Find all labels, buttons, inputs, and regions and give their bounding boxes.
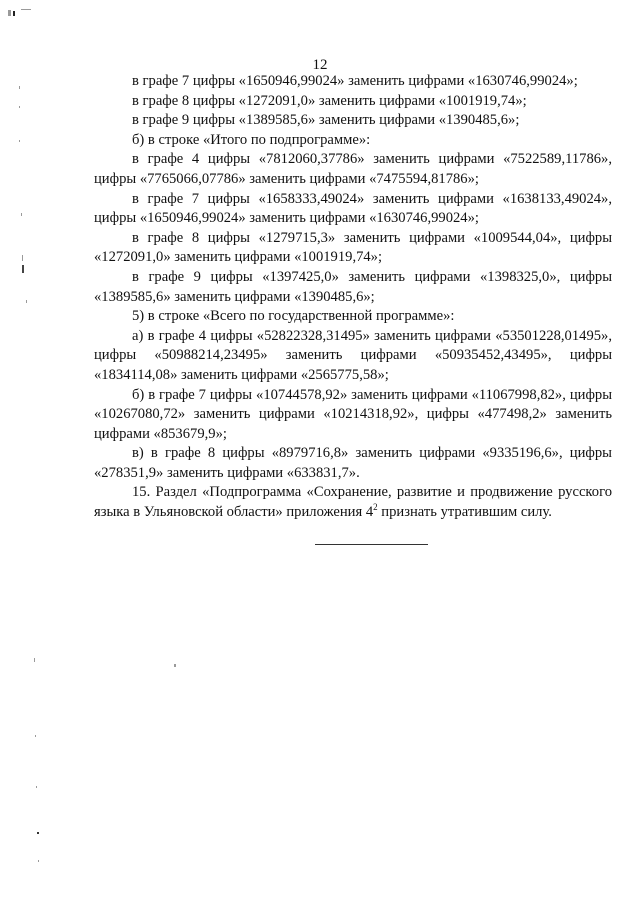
scan-speck (19, 86, 20, 89)
paragraph: б) в строке «Итого по подпрограмме»: (132, 131, 371, 148)
final-paragraph-text: 15. Раздел «Подпрограмма «Сохранение, развитие и продвижение русского языка в Ульяновской области» приложения 4 (94, 484, 612, 521)
superscript: 2 (373, 502, 378, 513)
scan-speck (36, 786, 37, 788)
scan-speck (13, 11, 15, 16)
separator-line (315, 544, 428, 545)
scan-speck (38, 860, 39, 862)
final-paragraph-tail: признать утратившим силу. (377, 504, 552, 521)
scan-speck (37, 832, 39, 834)
scan-speck (22, 265, 24, 273)
paragraph: 5) в строке «Всего по государственной программе»: (132, 308, 455, 325)
paragraph: в графе 8 цифры «1272091,0» заменить цифрами «1001919,74»; (132, 92, 527, 109)
paragraph: в графе 7 цифры «1658333,49024» заменить цифрами «1638133,49024», цифры «1650946,99024» заменить цифрами «1630746,99024»; (94, 190, 612, 227)
scan-speck (26, 300, 27, 303)
paragraph: в графе 9 цифры «1389585,6» заменить цифрами «1390485,6»; (132, 112, 520, 129)
paragraph: в графе 4 цифры «7812060,37786» заменить цифрами «7522589,11786», цифры «7765066,07786» заменить цифрами «7475594,81786»; (94, 151, 612, 187)
scan-speck (19, 140, 20, 142)
scan-speck (34, 658, 35, 662)
document-body (94, 72, 612, 523)
scan-speck (35, 735, 36, 737)
paragraph: б) в графе 7 цифры «10744578,92» заменить цифрами «11067998,82», цифры «10267080,72» заменить цифрами «10214318,92», цифры «477498,2» заменить цифрами «853679,9»; (94, 386, 612, 442)
paragraph: а) в графе 4 цифры «52822328,31495» заменить цифрами «53501228,01495», цифры «50988214,23495» заменить цифрами «50935452,43495», цифры «1834114,08» заменить цифрами «2565775,58»; (94, 327, 612, 383)
paragraph: в графе 8 цифры «1279715,3» заменить цифрами «1009544,04», цифры «1272091,0» заменить цифрами «1001919,74»; (94, 229, 612, 266)
final-paragraph (94, 483, 612, 522)
scan-speck (22, 255, 23, 261)
paragraph: в графе 9 цифры «1397425,0» заменить цифрами «1398325,0», цифры «1389585,6» заменить цифрами «1390485,6»; (94, 268, 612, 305)
scan-speck (19, 106, 20, 108)
scan-speck (21, 213, 22, 216)
page-number: 12 (312, 57, 328, 73)
scan-speck (21, 9, 31, 10)
paragraph: в) в графе 8 цифры «8979716,8» заменить цифрами «9335196,6», цифры «278351,9» заменить цифрами «633831,7». (94, 445, 612, 481)
scan-speck (174, 664, 176, 667)
scan-speck (8, 10, 11, 16)
paragraph: в графе 7 цифры «1650946,99024» заменить цифрами «1630746,99024»; (132, 73, 578, 89)
